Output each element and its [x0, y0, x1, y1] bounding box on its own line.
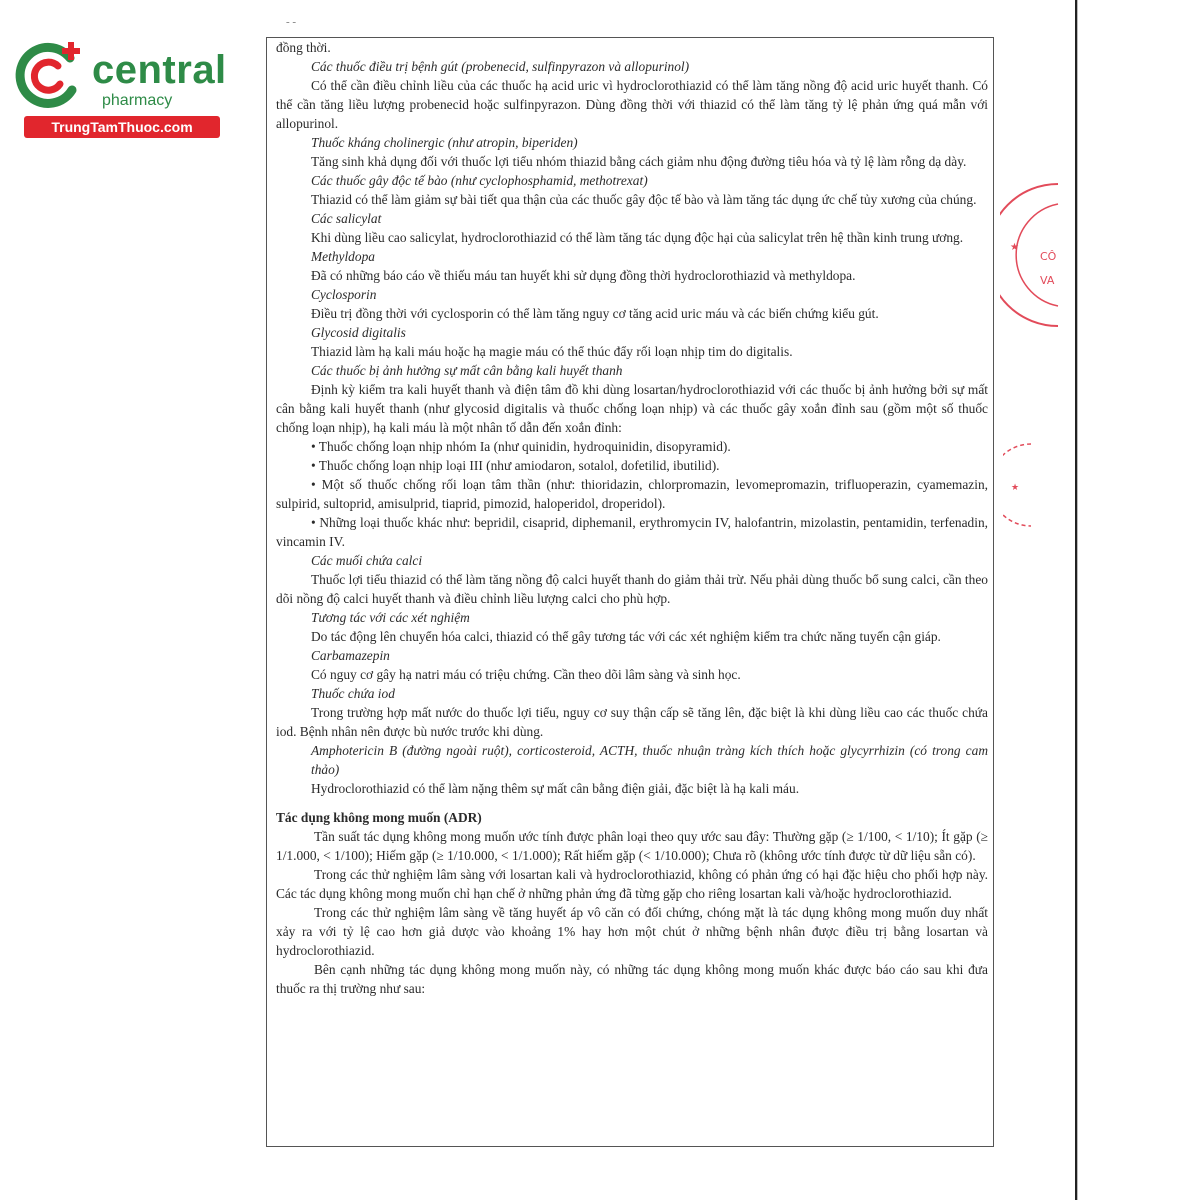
brand-name: central: [92, 48, 227, 92]
subsection-heading: Các thuốc gây độc tế bào (như cyclophosphamid, methotrexat): [311, 173, 648, 188]
subsection-heading: Các thuốc bị ảnh hưởng sự mất cân bằng kali huyết thanh: [311, 363, 623, 378]
paragraph: Trong các thử nghiệm lâm sàng với losartan kali và hydroclorothiazid, không có phản ứng có hại đặc hiệu cho phối hợp này. Các tác dụng không mong muốn chỉ hạn chế ở những phản ứng đã từng gặp cho riêng losartan kali và/hoặc hydroclorothiazid.: [276, 867, 988, 901]
paragraph: Đã có những báo cáo về thiếu máu tan huyết khi sử dụng đồng thời hydroclorothiazid và methyldopa.: [311, 268, 856, 283]
paragraph: Hydroclorothiazid có thể làm nặng thêm sự mất cân bằng điện giải, đặc biệt là hạ kali máu.: [311, 781, 800, 796]
document-body: [276, 38, 988, 998]
section-heading: Tác dụng không mong muốn (ADR): [276, 810, 482, 825]
paragraph: Thiazid làm hạ kali máu hoặc hạ magie máu có thể thúc đẩy rối loạn nhịp tim do digitalis.: [311, 344, 793, 359]
paragraph: Tần suất tác dụng không mong muốn ước tính được phân loại theo quy ước sau đây: Thường gặp (≥ 1/100, < 1/10); Ít gặp (≥ 1/1.000, < 1/100); Hiếm gặp (≥ 1/10.000, < 1/1.000); Rất hiếm gặp (< 1/10.000); Chưa rõ (không ước tính được từ dữ liệu sẵn có).: [276, 829, 988, 863]
paragraph: Trong trường hợp mất nước do thuốc lợi tiểu, nguy cơ suy thận cấp sẽ tăng lên, đặc biệt là khi dùng liều cao các thuốc chứa iod. Bệnh nhân nên được bù nước trước khi dùng.: [276, 705, 988, 739]
bullet-item: • Thuốc chống loạn nhịp loại III (như amiodaron, sotalol, dofetilid, ibutilid).: [311, 458, 720, 473]
subsection-heading: Amphotericin B (đường ngoài ruột), corticosteroid, ACTH, thuốc nhuận tràng kích thích hoặc glycyrrhizin (có trong cam thảo): [311, 743, 988, 777]
brand-subtitle: pharmacy: [102, 92, 173, 109]
svg-text:VA: VA: [1040, 274, 1055, 287]
subsection-heading: Cyclosporin: [311, 287, 377, 302]
svg-text:★: ★: [1010, 242, 1019, 253]
company-seal-stamp: [1000, 180, 1060, 330]
paragraph: Thiazid có thể làm giảm sự bài tiết qua thận của các thuốc gây độc tế bào và làm tăng tác dụng ức chế tủy xương của chúng.: [311, 192, 977, 207]
paragraph: Có nguy cơ gây hạ natri máu có triệu chứng. Cần theo dõi lâm sàng và sinh học.: [311, 667, 741, 682]
paragraph: Thuốc lợi tiểu thiazid có thể làm tăng nồng độ calci huyết thanh do giảm thải trừ. Nếu phải dùng thuốc bổ sung calci, cần theo dõi nồng độ calci huyết thanh và điều chỉnh liều lượng calci cho phù hợp.: [276, 572, 988, 606]
subsection-heading: Tương tác với các xét nghiệm: [311, 610, 470, 625]
brand-website-link[interactable]: TrungTamThuoc.com: [24, 116, 220, 138]
subsection-heading: Methyldopa: [311, 249, 375, 264]
paragraph: Trong các thử nghiệm lâm sàng về tăng huyết áp vô căn có đối chứng, chóng mặt là tác dụng không mong muốn duy nhất xảy ra với tỷ lệ cao hơn giả dược vào khoảng 1% hay hơn một chút ở những bệnh nhân được điều trị bằng losartan và hydroclorothiazid.: [276, 905, 988, 958]
paragraph: Định kỳ kiểm tra kali huyết thanh và điện tâm đồ khi dùng losartan/hydroclorothiazid với các thuốc bị ảnh hưởng bởi sự mất cân bằng kali huyết thanh (như glycosid digitalis và thuốc chống loạn nhịp) và các thuốc gây xoắn đỉnh sau (gồm một số thuốc chống loạn nhịp), hạ kali máu là một nhân tố dẫn đến xoắn đỉnh:: [276, 382, 988, 435]
subsection-heading: Carbamazepin: [311, 648, 390, 663]
paragraph: Khi dùng liều cao salicylat, hydroclorothiazid có thể làm tăng tác dụng độc hại của salicylat trên hệ thần kinh trung ương.: [311, 230, 964, 245]
paragraph: Bên cạnh những tác dụng không mong muốn này, có những tác dụng không mong muốn khác được báo cáo sau khi đưa thuốc ra thị trường như sau:: [276, 962, 988, 996]
paragraph: Do tác động lên chuyển hóa calci, thiazid có thể gây tương tác với các xét nghiệm kiểm tra chức năng tuyến cận giáp.: [311, 629, 941, 644]
bullet-item: • Những loại thuốc khác như: bepridil, cisaprid, diphemanil, erythromycin IV, halofantrin, mizolastin, pentamidin, terfenadin, vincamin IV.: [276, 515, 988, 549]
central-pharmacy-logo[interactable]: [10, 36, 227, 140]
subsection-heading: Thuốc chứa iod: [311, 686, 395, 701]
bullet-item: • Thuốc chống loạn nhịp nhóm Ia (như quinidin, hydroquinidin, disopyramid).: [311, 439, 731, 454]
paragraph: đồng thời.: [276, 40, 331, 55]
paragraph: Có thể cần điều chỉnh liều của các thuốc hạ acid uric vì hydroclorothiazid có thể làm tăng nồng độ acid uric huyết thanh. Có thể cần tăng liều lượng probenecid hoặc sulfinpyrazon. Dùng đồng thời với thiazid có thể làm tăng tỷ lệ phản ứng quá mẫn với allopurinol.: [276, 78, 988, 131]
paragraph: Điều trị đồng thời với cyclosporin có thể làm tăng nguy cơ tăng acid uric máu và các biến chứng kiểu gút.: [311, 306, 879, 321]
paragraph: Tăng sinh khả dụng đối với thuốc lợi tiểu nhóm thiazid bằng cách giảm nhu động đường tiêu hóa và tỷ lệ làm rỗng dạ dày.: [311, 154, 967, 169]
subsection-heading: Thuốc kháng cholinergic (như atropin, biperiden): [311, 135, 578, 150]
subsection-heading: Các thuốc điều trị bệnh gút (probenecid, sulfinpyrazon và allopurinol): [311, 59, 690, 74]
partial-stamp-mark: [1003, 440, 1033, 530]
subsection-heading: Các muối chứa calci: [311, 553, 423, 568]
page-edge-shadow: [1077, 0, 1078, 1200]
subsection-heading: Glycosid digitalis: [311, 325, 406, 340]
svg-text:★: ★: [1011, 483, 1020, 493]
subsection-heading: Các salicylat: [311, 211, 382, 226]
pharmacy-cross-icon: [10, 36, 90, 116]
page-scan-mark: - -: [286, 16, 297, 28]
svg-text:CÔ: CÔ: [1040, 250, 1057, 263]
bullet-item: • Một số thuốc chống rối loạn tâm thần (như: thioridazin, chlorpromazin, levomepromazin, trifluoperazin, cyamemazin, sulpirid, sultoprid, amisulprid, tiaprid, pimozid, haloperidol, droperidol).: [276, 477, 988, 511]
